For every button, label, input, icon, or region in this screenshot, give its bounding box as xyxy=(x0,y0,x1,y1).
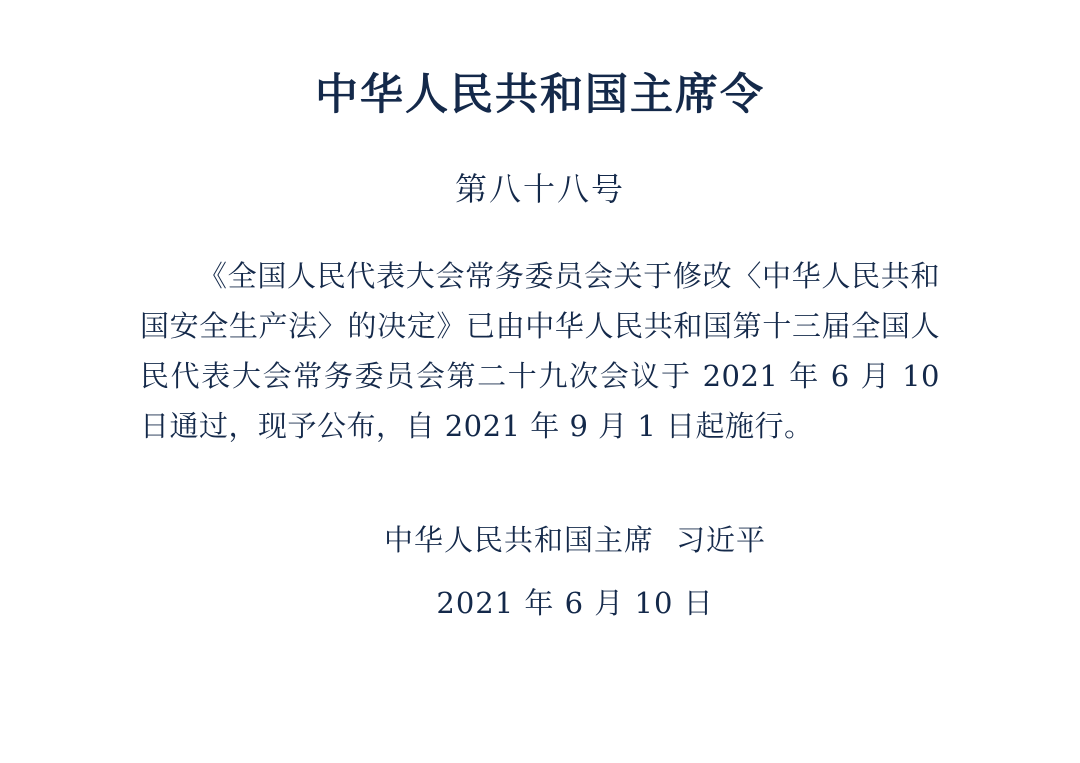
body-paragraph: 《全国人民代表大会常务委员会关于修改〈中华人民共和国安全生产法〉的决定》已由中华人民共和国第十三届全国人民代表大会常务委员会第二十九次会议于 2021 年 6 月 10 日通过，现予公布，自 2021 年 9 月 1 日起施行。 xyxy=(140,258,940,443)
document-body xyxy=(140,208,940,452)
signature-line xyxy=(140,517,940,563)
signature-name: 习近平 xyxy=(676,523,767,558)
signature-date: 2021 年 6 月 10 日 xyxy=(436,585,714,620)
signature-title: 中华人民共和国主席 xyxy=(383,523,654,558)
order-number: 第八十八号 xyxy=(454,169,625,208)
page-title: 中华人民共和国主席令 xyxy=(315,70,765,120)
signature-block xyxy=(140,451,940,626)
